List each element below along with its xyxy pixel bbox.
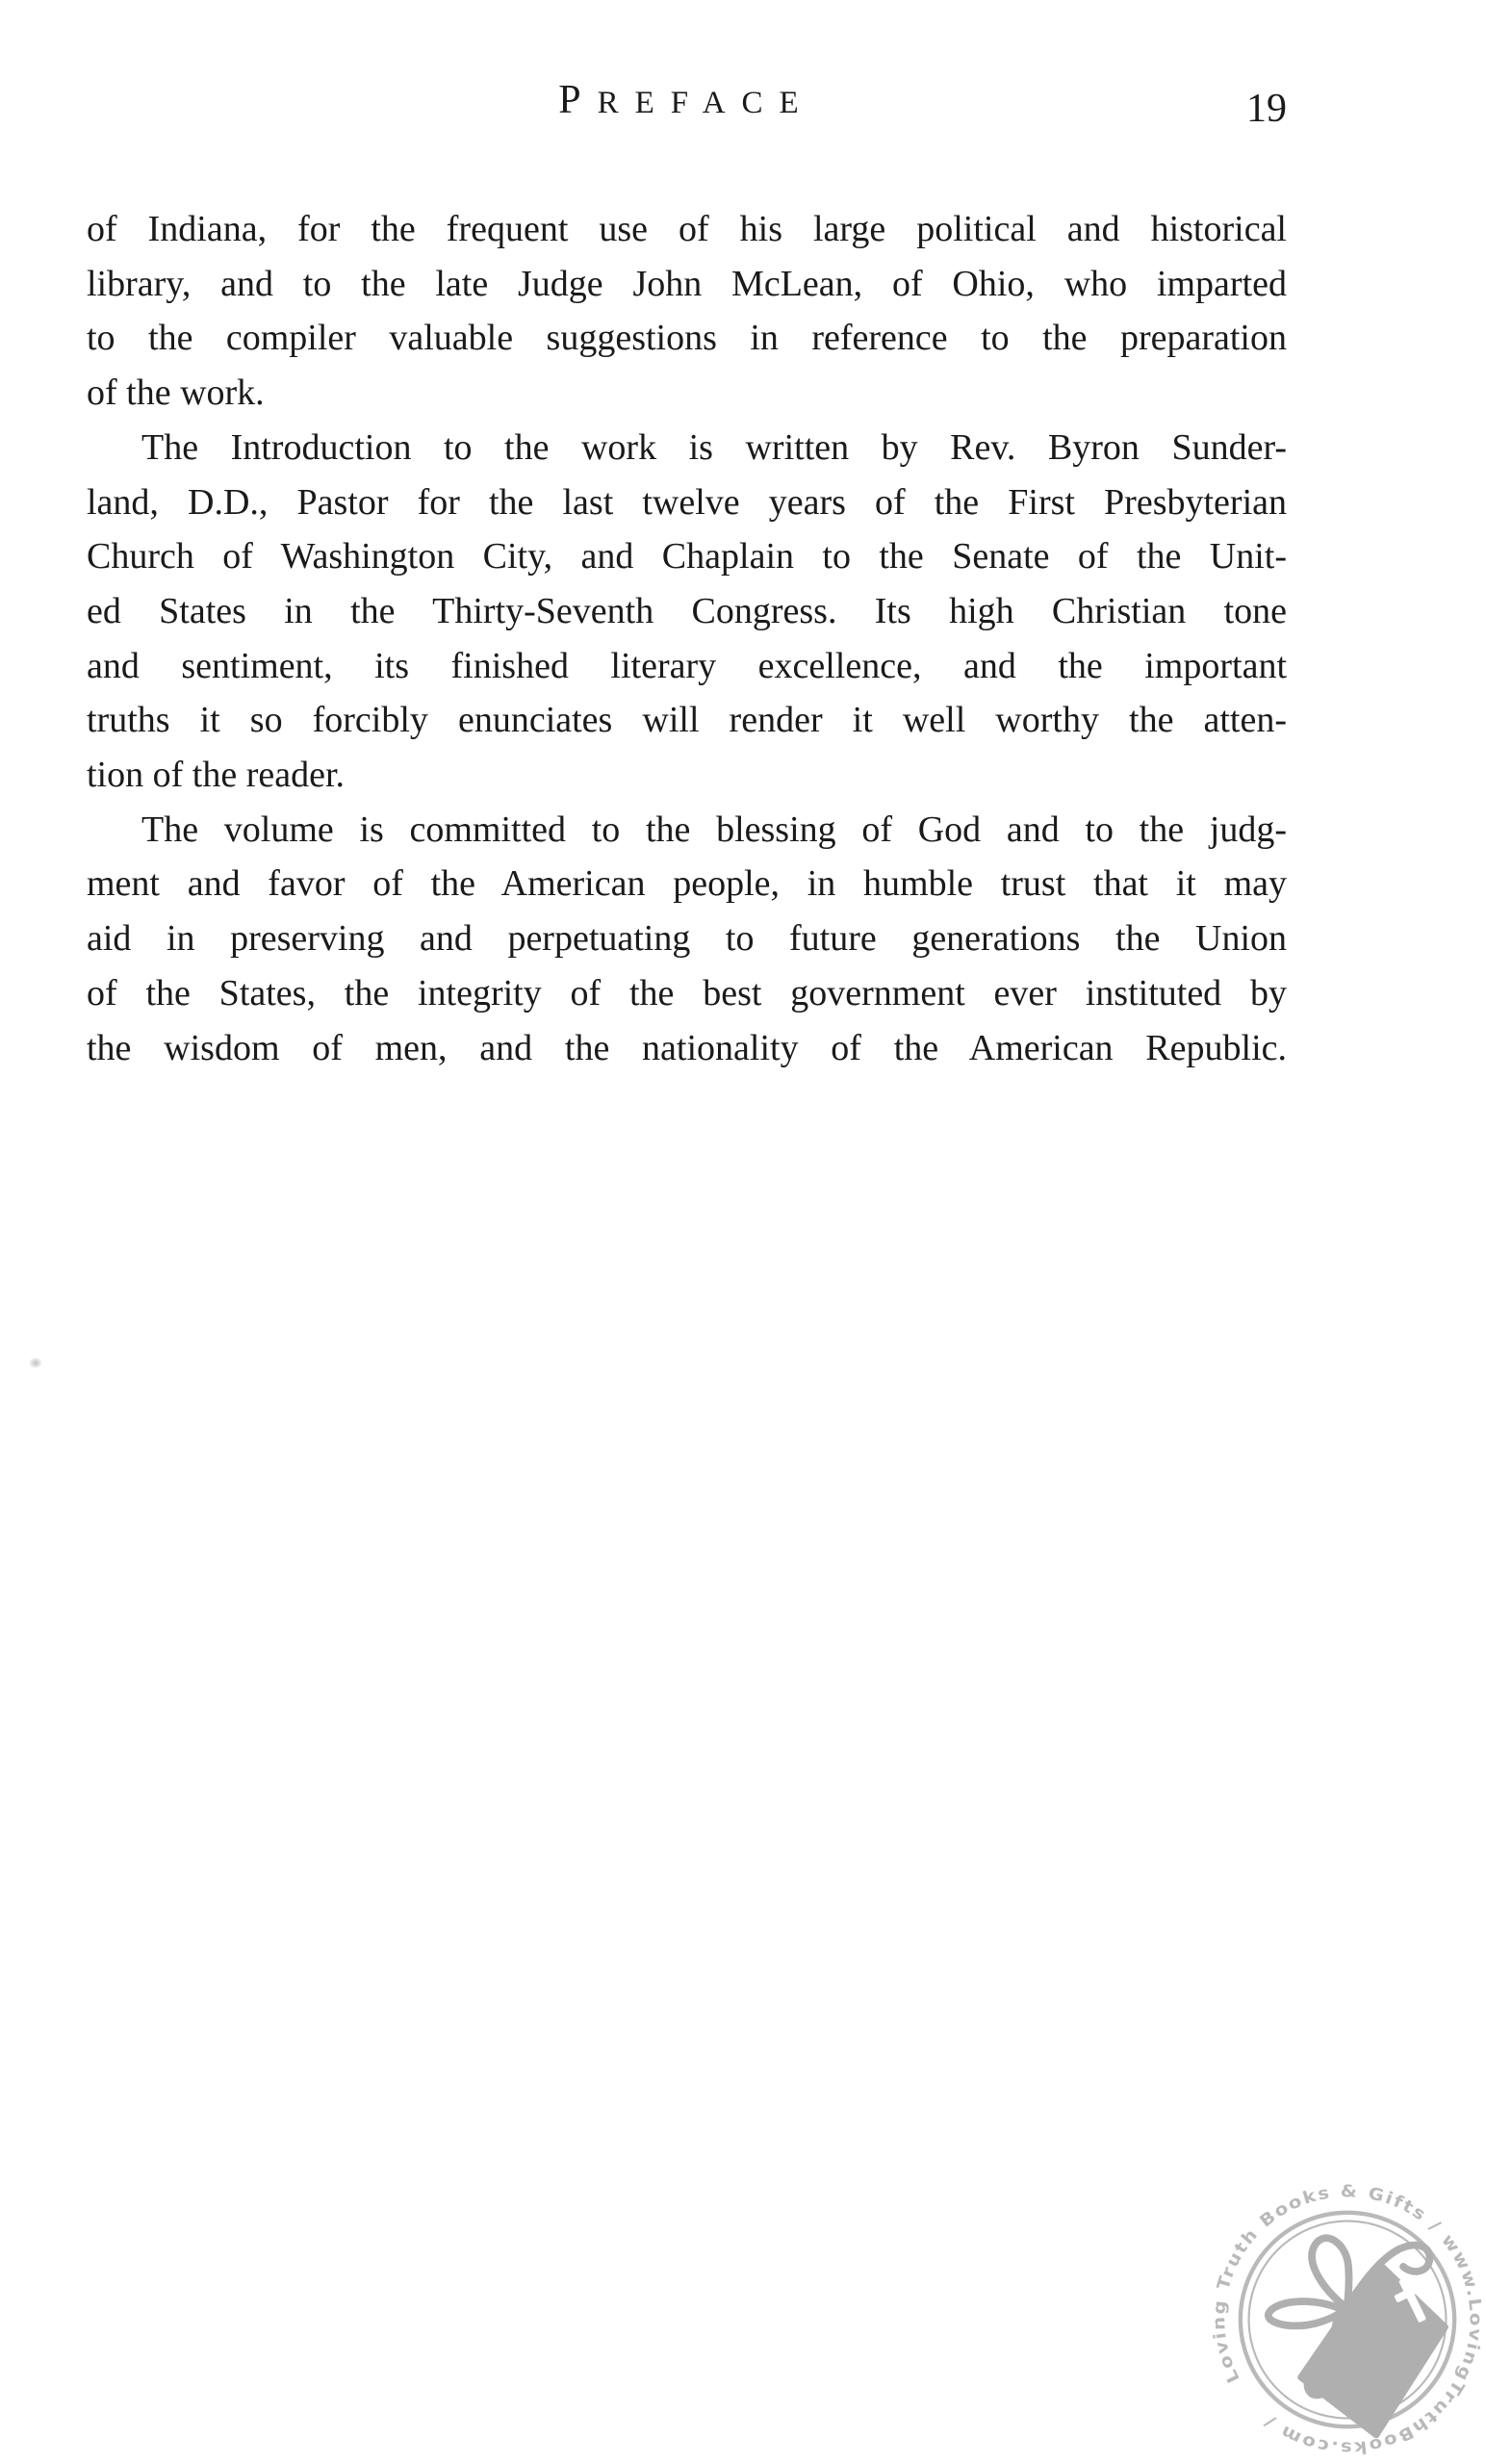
text-line: aid in preserving and perpetuating to future generations the Union xyxy=(87,918,1287,960)
text-line: ment and favor of the American people, in humble trust that it may xyxy=(87,863,1287,905)
watermark-stamp xyxy=(1208,2180,1486,2459)
text-line: ed States in the Thirty-Seventh Congress. Its high Christian tone xyxy=(87,590,1287,631)
text-line: of Indiana, for the frequent use of his large political and historical xyxy=(87,209,1287,249)
page-title xyxy=(558,76,814,133)
text-line: the wisdom of men, and the nationality of the American Republic. xyxy=(87,1027,1287,1068)
text-line: of the work. xyxy=(87,372,265,414)
text-line: The Introduction to the work is written by Rev. Byron Sunder- xyxy=(141,426,1287,468)
text-line: and sentiment, its finished literary excellence, and the important xyxy=(87,645,1287,686)
scan-speck-artifact xyxy=(29,1357,42,1369)
text-line: tion of the reader. xyxy=(87,755,346,796)
watermark-logo xyxy=(1208,2180,1486,2459)
text-line: truths it so forcibly enunciates will render it well worthy the atten- xyxy=(87,700,1287,741)
body-text xyxy=(87,202,1287,1075)
text-line: to the compiler valuable suggestions in reference to the preparation xyxy=(87,318,1287,359)
running-head xyxy=(87,78,1287,133)
watermark-ring-text: Loving Truth Books & Gifts / www.LovingTruthBooks.com / xyxy=(1210,2182,1485,2457)
page-title-initial: P xyxy=(558,78,598,122)
text-line: library, and to the late Judge John McLean, of Ohio, who imparted xyxy=(87,263,1287,304)
text-line: The volume is committed to the blessing of God and to the judg- xyxy=(141,808,1287,850)
page-title-rest: REFACE xyxy=(597,86,815,120)
text-line: land, D.D., Pastor for the last twelve years of the First Presbyterian xyxy=(87,481,1287,523)
page-number: 19 xyxy=(1246,87,1287,131)
text-line: of the States, the integrity of the best government ever instituted by xyxy=(87,972,1287,1014)
text-line: Church of Washington City, and Chaplain to the Senate of the Unit- xyxy=(87,536,1287,578)
